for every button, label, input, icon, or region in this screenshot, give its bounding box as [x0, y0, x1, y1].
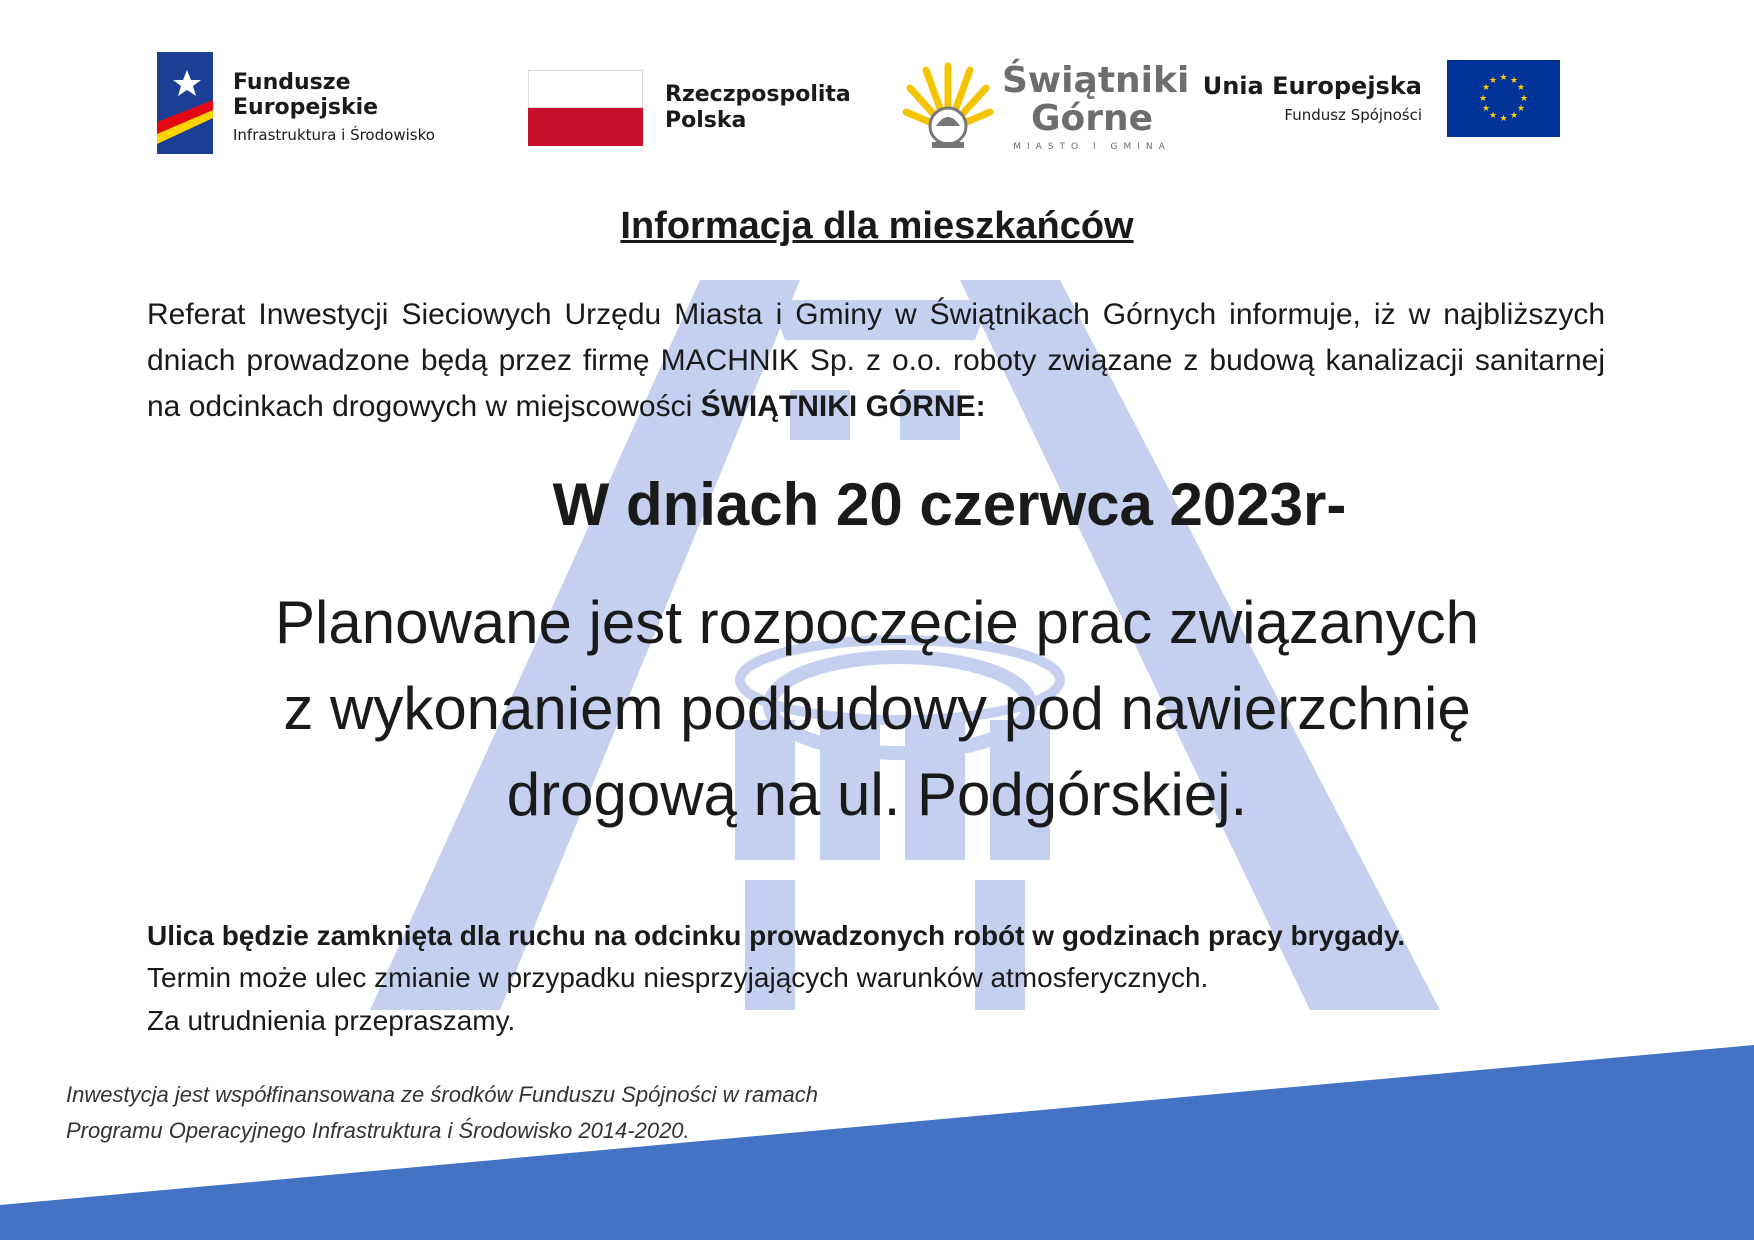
svg-text:★: ★: [1509, 76, 1519, 86]
swiatniki-emblem-icon: [902, 60, 994, 155]
apology-text: Za utrudnienia przepraszamy.: [147, 1005, 516, 1036]
main-message: [0, 580, 1754, 838]
ue-subtitle: Fundusz Spójności: [1284, 106, 1422, 124]
svg-text:★: ★: [1481, 104, 1491, 114]
svg-text:★: ★: [1478, 94, 1488, 104]
rp-title-line1: Rzeczpospolita: [665, 82, 851, 107]
svg-text:★: ★: [1488, 76, 1498, 86]
svg-text:★: ★: [1516, 104, 1526, 114]
rp-title-line2: Polska: [665, 108, 747, 133]
fe-title-line2: Europejskie: [233, 95, 379, 120]
fe-logo-text: [233, 70, 435, 144]
cofinancing-line2: Programu Operacyjnego Infrastruktura i Środowisko 2014-2020.: [66, 1118, 690, 1143]
ue-logo-text: [1200, 72, 1422, 124]
svg-text:★: ★: [1488, 111, 1498, 121]
svg-text:★: ★: [1519, 94, 1529, 104]
sg-subtitle: MIASTO I GMINA: [1013, 142, 1171, 152]
svg-text:★: ★: [1509, 111, 1519, 121]
svg-text:★: ★: [1516, 83, 1526, 93]
notice-intro: [147, 292, 1605, 430]
weather-notice: Termin może ulec zmianie w przypadku niesprzyjających warunków atmosferycznych.: [147, 962, 1209, 993]
date-headline: W dniach 20 czerwca 2023r-: [552, 471, 1347, 538]
main-message-line3: drogową na ul. Podgórskiej.: [506, 761, 1248, 828]
sg-logo-text: [1002, 60, 1190, 152]
notice-heading: Informacja dla mieszkańców: [620, 205, 1134, 247]
eu-flag-icon: [1447, 60, 1560, 137]
main-message-line1: Planowane jest rozpoczęcie prac związanych: [275, 589, 1479, 656]
svg-text:★: ★: [1499, 114, 1508, 124]
rp-logo-text: [665, 82, 851, 134]
fe-logo-icon: [157, 52, 213, 154]
sg-title-line1: Świątniki: [1002, 60, 1190, 101]
fe-subtitle: Infrastruktura i Środowisko: [233, 126, 435, 144]
polish-flag-icon: [528, 70, 643, 146]
main-message-line2: z wykonaniem podbudowy pod nawierzchnię: [283, 675, 1471, 742]
intro-text: Referat Inwestycji Sieciowych Urzędu Miasta i Gminy w Świątnikach Górnych informuje, iż w najbliższych dniach prowadzone będą przez firmę MACHNIK Sp. z o.o. roboty związane z budową kanalizacji sanitarnej na odcinkach drogowych w miejscowości: [147, 298, 1605, 423]
cofinancing-note: [66, 1077, 818, 1149]
date-headline-wrap: [0, 470, 1754, 539]
ue-title: Unia Europejska: [1202, 72, 1422, 100]
svg-text:★: ★: [1499, 73, 1508, 83]
fe-title-line1: Fundusze: [233, 70, 351, 95]
closure-notice: Ulica będzie zamknięta dla ruchu na odcinku prowadzonych robót w godzinach pracy brygady.: [147, 920, 1406, 951]
sg-title-line2: Górne: [1030, 98, 1154, 139]
intro-place: ŚWIĄTNIKI GÓRNE:: [700, 390, 986, 423]
svg-text:★: ★: [1481, 83, 1491, 93]
cofinancing-line1: Inwestycja jest współfinansowana ze środków Funduszu Spójności w ramach: [66, 1082, 819, 1107]
